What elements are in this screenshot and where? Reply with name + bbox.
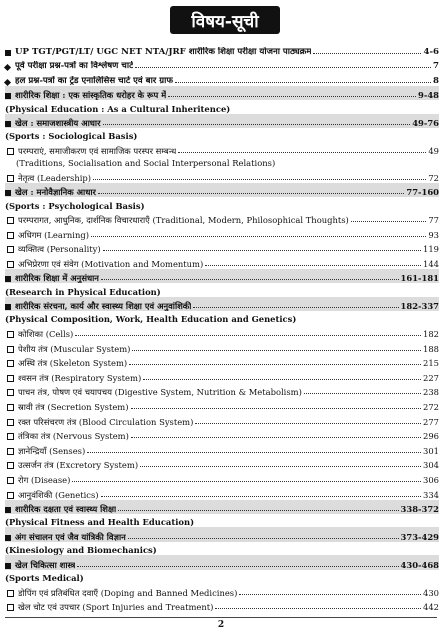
toc-subentry[interactable]: तंत्रिका तंत्र (Nervous System) 296 [5, 427, 439, 442]
toc-subentry[interactable]: व्यक्तित्व (Personality) 119 [5, 240, 439, 255]
section-subtitle: (Physical Composition, Work, Health Education and Genetics) [5, 314, 297, 325]
filled-square-bullet-icon [5, 276, 11, 282]
toc-subentry[interactable]: परम्परागत, आधुनिक, दार्शनिक विचारधाराएँ (Traditional, Modern, Philosophical Thoughts) 77 [5, 211, 439, 226]
toc-subentry[interactable]: अधिगम (Learning) 93 [5, 225, 439, 240]
dot-leader [140, 466, 421, 467]
filled-square-bullet-icon [5, 190, 11, 196]
footer-rule [5, 617, 437, 618]
toc-subentry[interactable]: अभिप्रेरणा एवं संवेग (Motivation and Momentum) 144 [5, 254, 439, 269]
hollow-square-bullet-icon [7, 261, 14, 268]
dot-leader [103, 124, 411, 125]
toc-subentry[interactable]: परम्पराएं, समाजीकरण एवं सामाजिक परस्पर सम्बन्ध 49 [5, 141, 439, 156]
hollow-square-bullet-icon [7, 419, 14, 426]
dot-leader [193, 307, 398, 308]
dot-leader [239, 594, 421, 595]
hollow-square-bullet-icon [7, 492, 14, 499]
dot-leader [178, 152, 426, 153]
toc-subentry-continuation: (Traditions, Socialisation and Social Interpersonal Relations) [16, 158, 276, 169]
dot-leader [351, 221, 427, 222]
hollow-square-bullet-icon [7, 375, 14, 382]
dot-leader [304, 393, 421, 394]
hollow-square-bullet-icon [7, 360, 14, 367]
section-heading[interactable]: खेल : मनोवैज्ञानिक आधार 77-160 [5, 183, 439, 198]
hollow-square-bullet-icon [7, 389, 14, 396]
hollow-square-bullet-icon [7, 232, 14, 239]
dot-leader [135, 67, 431, 68]
diamond-bullet-icon [4, 79, 11, 86]
toc-subentry[interactable]: खेल चोट एवं उपचार (Sport Injuries and Treatment) 442 [5, 598, 439, 613]
hollow-square-bullet-icon [7, 175, 14, 182]
dot-leader [93, 179, 426, 180]
filled-square-bullet-icon [5, 93, 11, 99]
section-subtitle: (Kinesiology and Biomechanics) [5, 545, 157, 556]
toc-subentry[interactable]: नेतृत्व (Leadership) 72 [5, 168, 439, 183]
toc-subentry[interactable]: अस्थि तंत्र (Skeleton System) 215 [5, 354, 439, 369]
section-subtitle: (Physical Fitness and Health Education) [5, 517, 195, 528]
hollow-square-bullet-icon [7, 346, 14, 353]
dot-leader [91, 236, 426, 237]
dot-leader [101, 496, 421, 497]
dot-leader [128, 538, 399, 539]
table-of-contents [5, 42, 439, 612]
hollow-square-bullet-icon [7, 404, 14, 411]
toc-entry[interactable]: पूर्व परीक्षा प्रश्न-पत्रों का विश्लेषण चार्ट 7 [5, 57, 439, 72]
section-heading[interactable]: खेल चिकित्सा शास्त्र 430-468 [5, 555, 439, 570]
hollow-square-bullet-icon [7, 433, 14, 440]
hollow-square-bullet-icon [7, 590, 14, 597]
section-heading[interactable]: खेल : समाजशास्त्रीय आधार 49-76 [5, 114, 439, 129]
hollow-square-bullet-icon [7, 246, 14, 253]
toc-entry[interactable]: हल प्रश्न-पत्रों का ट्रेंड एनालिसिस चार्ट एवं बार ग्राफ 8 [5, 71, 439, 86]
filled-square-bullet-icon [5, 50, 11, 56]
dot-leader [129, 364, 421, 365]
dot-leader [131, 408, 421, 409]
section-subtitle: (Sports Medical) [5, 572, 84, 583]
section-subtitle: (Sports : Sociological Basis) [5, 131, 138, 142]
toc-subentry[interactable]: श्वसन तंत्र (Respiratory System) 227 [5, 368, 439, 383]
filled-square-bullet-icon [5, 304, 11, 310]
section-heading[interactable]: अंग संचालन एवं जैव यांत्रिकी विज्ञान 373-429 [5, 527, 439, 542]
dot-leader [175, 82, 431, 83]
toc-subentry[interactable]: पेशीय तंत्र (Muscular System) 188 [5, 339, 439, 354]
filled-square-bullet-icon [5, 563, 11, 569]
dot-leader [132, 350, 421, 351]
dot-leader [205, 265, 421, 266]
section-heading[interactable]: शारीरिक शिक्षा : एक सांस्कृतिक धरोहर के रूप में 9-48 [5, 86, 439, 101]
dot-leader [131, 437, 421, 438]
toc-subentry[interactable]: डोपिंग एवं प्रतिबंधित दवाएँ (Doping and Banned Medicines) 430 [5, 583, 439, 598]
dot-leader [215, 608, 421, 609]
hollow-square-bullet-icon [7, 217, 14, 224]
dot-leader [98, 193, 404, 194]
section-heading[interactable]: शारीरिक संरचना, कार्य और स्वास्थ्य शिक्षा एवं अनुवांशिकी 182-337 [5, 297, 439, 312]
dot-leader [72, 481, 421, 482]
toc-subentry[interactable]: रक्त परिसंचरण तंत्र (Blood Circulation System) 277 [5, 412, 439, 427]
dot-leader [195, 423, 421, 424]
toc-subentry[interactable]: स्रावी तंत्र (Secretion System) 272 [5, 397, 439, 412]
hollow-square-bullet-icon [7, 148, 14, 155]
dot-leader [313, 53, 421, 54]
section-heading[interactable]: शारीरिक शिक्षा में अनुसंधान 161-181 [5, 269, 439, 284]
page-number: 2 [217, 620, 225, 630]
toc-subentry[interactable]: ज्ञानेन्द्रियाँ (Senses) 301 [5, 441, 439, 456]
hollow-square-bullet-icon [7, 604, 14, 611]
toc-subentry[interactable]: कोशिका (Cells) 182 [5, 324, 439, 339]
dot-leader [118, 510, 398, 511]
dot-leader [77, 566, 398, 567]
page-title: विषय-सूची [170, 6, 280, 34]
filled-square-bullet-icon [5, 507, 11, 513]
filled-square-bullet-icon [5, 121, 11, 127]
section-subtitle: (Research in Physical Education) [5, 286, 161, 297]
dot-leader [143, 379, 421, 380]
section-subtitle: (Physical Education : As a Cultural Inheritence) [5, 103, 231, 114]
hollow-square-bullet-icon [7, 331, 14, 338]
diamond-bullet-icon [4, 64, 11, 71]
dot-leader [168, 96, 416, 97]
toc-subentry[interactable]: आनुवंशिकी (Genetics) 334 [5, 485, 439, 500]
toc-entry[interactable]: UP TGT/PGT/LT/ UGC NET NTA/JRF शारीरिक शिक्षा परीक्षा योजना पाठ्यक्रम 4-6 [5, 42, 439, 57]
hollow-square-bullet-icon [7, 448, 14, 455]
dot-leader [75, 335, 421, 336]
hollow-square-bullet-icon [7, 477, 14, 484]
toc-subentry[interactable]: पाचन तंत्र, पोषण एवं चयापचय (Digestive System, Nutrition & Metabolism) 238 [5, 383, 439, 398]
dot-leader [87, 452, 421, 453]
filled-square-bullet-icon [5, 535, 11, 541]
section-subtitle: (Sports : Psychological Basis) [5, 200, 145, 211]
dot-leader [101, 279, 399, 280]
section-heading[interactable]: शारीरिक दक्षता एवं स्वास्थ्य शिक्षा 338-372 [5, 500, 439, 515]
hollow-square-bullet-icon [7, 462, 14, 469]
toc-subentry[interactable]: उत्सर्जन तंत्र (Excretory System) 304 [5, 456, 439, 471]
dot-leader [103, 250, 421, 251]
toc-subentry[interactable]: रोग (Disease) 306 [5, 470, 439, 485]
